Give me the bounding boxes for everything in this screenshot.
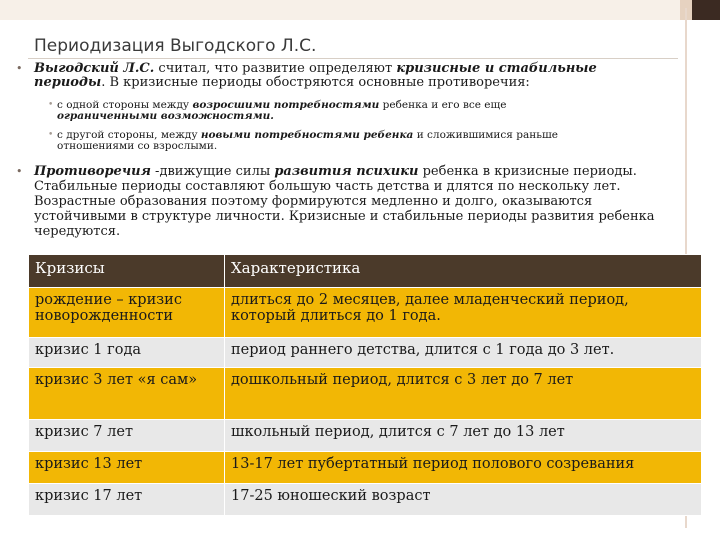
sub-bullet-text-part: с одной стороны между xyxy=(57,99,193,111)
table-header-characteristic: Характеристика xyxy=(225,255,702,288)
table-cell-crisis: кризис 17 лет xyxy=(29,484,225,516)
sub-bullet-item-1 xyxy=(48,99,657,122)
bullet-text-part: . В кризисные периоды обостряются основные противоречия: xyxy=(101,75,530,90)
table-row xyxy=(29,420,702,452)
table-row xyxy=(29,484,702,516)
table-cell-characteristic: 13-17 лет пубертатный период полового созревания xyxy=(225,452,702,484)
bullet-text-part: ребенка в кризисные периоды. xyxy=(418,164,637,179)
bullet-dot-icon: • xyxy=(16,165,23,178)
slide-title: Периодизация Выгодского Л.С. xyxy=(34,36,317,56)
bullet-dot-icon: • xyxy=(16,62,23,75)
bullet-strong-term: периоды xyxy=(34,75,102,90)
top-bar-segment-dark xyxy=(692,0,720,20)
bullet-text-part: -движущие силы xyxy=(150,164,275,179)
table-row xyxy=(29,338,702,368)
sub-bullet-strong: новыми потребностями ребенка xyxy=(200,129,414,141)
table-header-row xyxy=(29,255,702,288)
sub-bullet-strong: возросшими потребностями xyxy=(192,99,380,111)
bullet-strong-term: кризисные и стабильные xyxy=(396,61,597,76)
sub-bullet-dot-icon: • xyxy=(48,130,54,140)
table-cell-characteristic: школьный период, длится с 7 лет до 13 лет xyxy=(225,420,702,452)
sub-bullet-dot-icon: • xyxy=(48,100,54,110)
table-cell-characteristic: длиться до 2 месяцев, далее младенческий период, который длиться до 1 года. xyxy=(225,288,702,338)
sub-bullet-strong: ограниченными возможностями. xyxy=(57,110,274,122)
bullet-strong-author: Выгодский Л.С. xyxy=(34,61,155,76)
sub-bullet-text-part: и сложившимися раньше xyxy=(413,129,558,141)
bullet-text-line: чередуются. xyxy=(34,224,121,239)
bullet-text-line: Возрастные образования поэтому формируются медленно и долго, оказываются xyxy=(34,194,593,209)
crisis-periods-table xyxy=(28,254,702,516)
table-row xyxy=(29,288,702,338)
bullet-strong-term: Противоречия xyxy=(34,164,151,179)
table-cell-characteristic: дошкольный период, длится с 3 лет до 7 лет xyxy=(225,368,702,420)
sub-bullet-text-part: ребенка и его все еще xyxy=(379,99,507,111)
top-bar-segment-light xyxy=(0,0,680,20)
table-cell-characteristic: период раннего детства, длится с 1 года до 3 лет. xyxy=(225,338,702,368)
table-cell-crisis: рождение – кризис новорожденности xyxy=(29,288,225,338)
bullet-text xyxy=(34,164,694,239)
sub-bullet-text-part: отношениями со взрослыми. xyxy=(57,140,218,152)
table-cell-crisis: кризис 13 лет xyxy=(29,452,225,484)
table-row xyxy=(29,452,702,484)
table-cell-characteristic: 17-25 юношеский возраст xyxy=(225,484,702,516)
bullet-strong-term: развития психики xyxy=(274,164,419,179)
sub-bullet-item-2 xyxy=(48,129,657,152)
table-header-crises: Кризисы xyxy=(29,255,225,288)
title-underline xyxy=(28,58,678,59)
table-cell-crisis: кризис 1 года xyxy=(29,338,225,368)
bullet-text xyxy=(34,62,664,90)
bullet-text-part: считал, что развитие определяют xyxy=(154,61,397,76)
sub-bullet-text-part: с другой стороны, между xyxy=(57,129,201,141)
table-cell-crisis: кризис 3 лет «я сам» xyxy=(29,368,225,420)
bullet-text-line: Стабильные периоды составляют большую часть детства и длятся по нескольку лет. xyxy=(34,179,621,194)
bullet-text-line: устойчивыми в структуре личности. Кризисные и стабильные периоды развития ребенка xyxy=(34,209,655,224)
table-row xyxy=(29,368,702,420)
top-decoration-bar xyxy=(0,0,720,20)
table-cell-crisis: кризис 7 лет xyxy=(29,420,225,452)
